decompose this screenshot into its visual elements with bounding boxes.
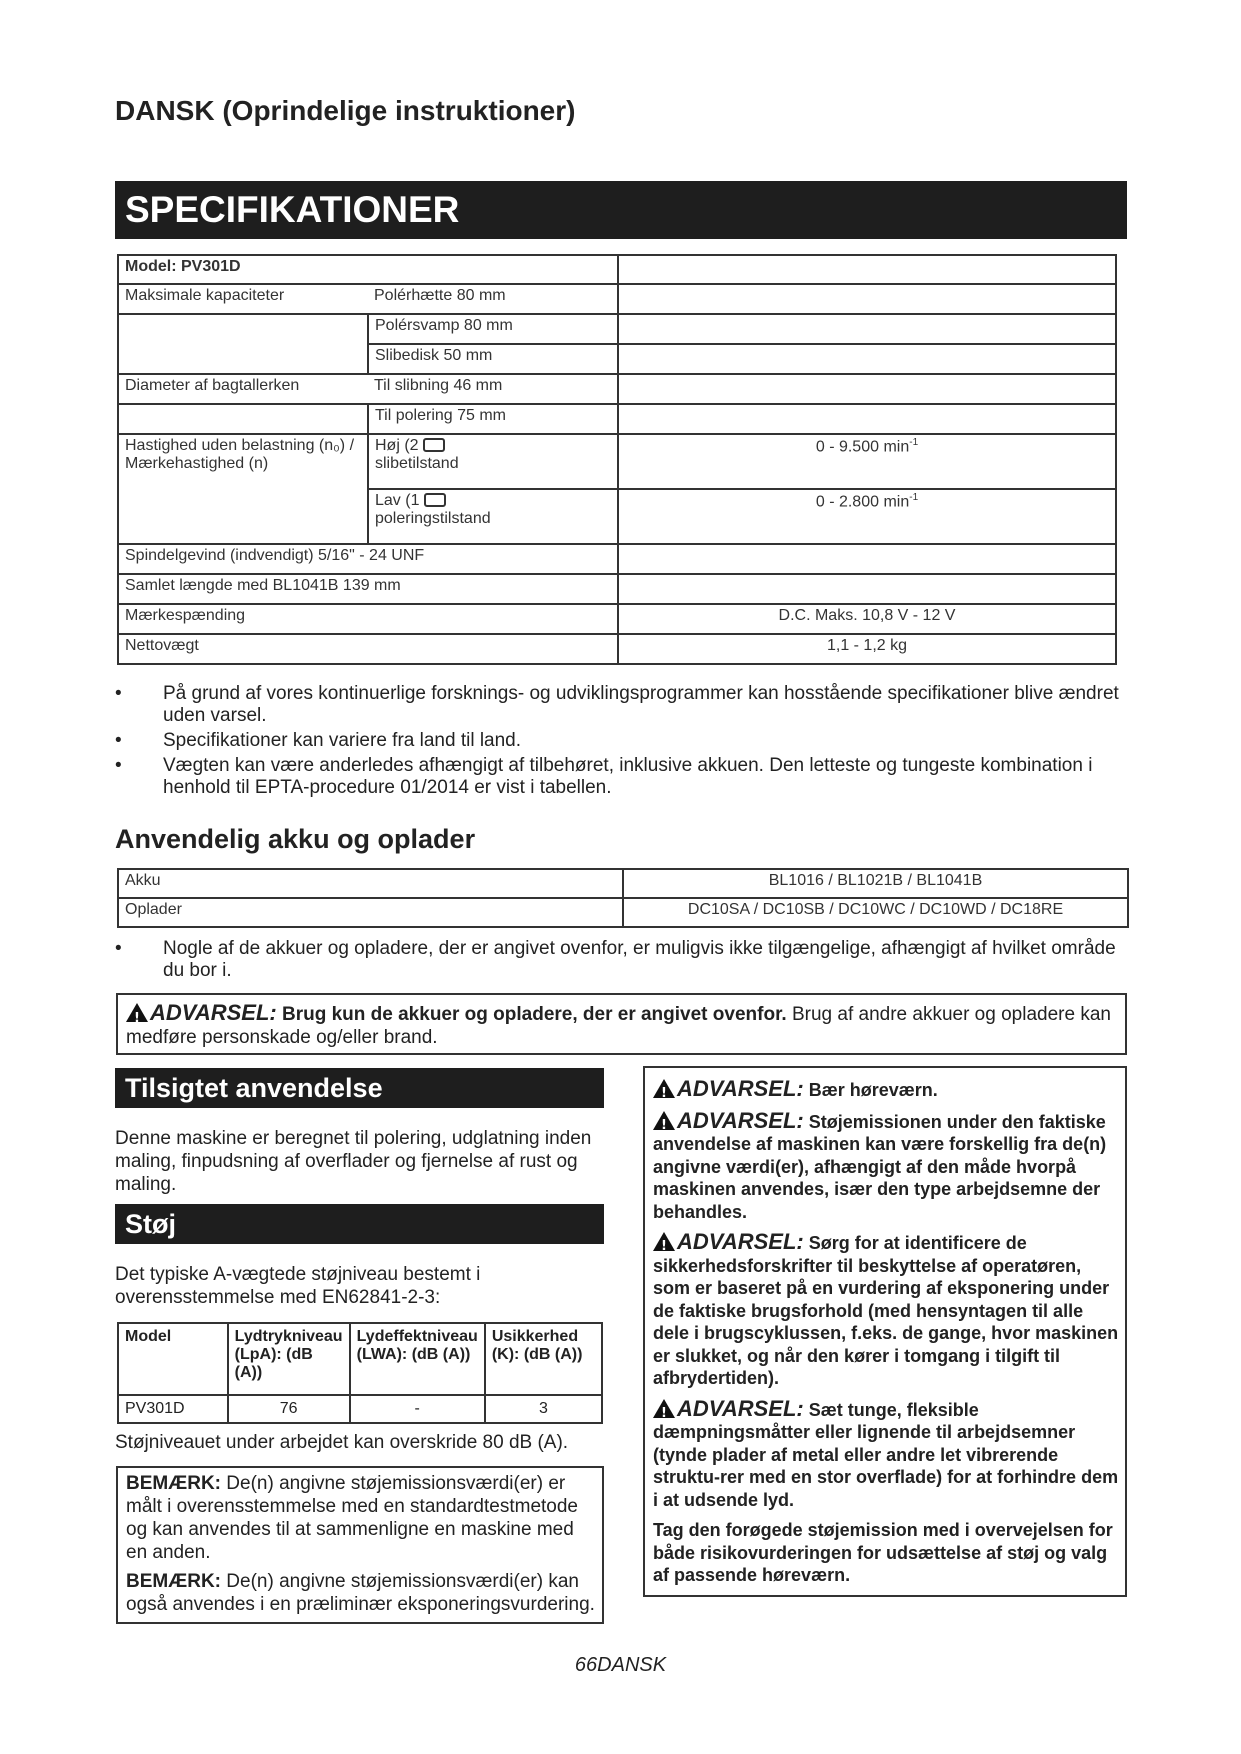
spec-notes bbox=[115, 683, 1127, 802]
warning-rest: Brug af andre akkuer og opladere kan medføre personskade og/eller brand. bbox=[126, 1004, 1111, 1048]
warning-word: ADVARSEL: bbox=[677, 1076, 804, 1101]
spec-high-label: Høj (2 bbox=[375, 437, 419, 454]
note-2 bbox=[126, 1570, 596, 1616]
warning-2 bbox=[653, 1107, 1119, 1224]
spec-cap-3: Slibedisk 50 mm bbox=[368, 344, 618, 374]
warning-4 bbox=[653, 1395, 1119, 1512]
noise-after: Støjniveauet under arbejdet kan overskride 80 dB (A). bbox=[115, 1432, 569, 1453]
warning-icon bbox=[653, 1079, 675, 1098]
noise-row-lwa: - bbox=[350, 1395, 485, 1423]
noise-col-lpa: Lydtrykniveau (LpA): (dB (A)) bbox=[228, 1323, 350, 1395]
spec-low-value-cell bbox=[618, 489, 1116, 544]
spec-high-sub: slibetilstand bbox=[375, 455, 459, 472]
spec-weight-label: Nettovægt bbox=[118, 634, 618, 664]
warning-icon bbox=[126, 1003, 148, 1022]
note-2-text: De(n) angivne støjemissionsværdi(er) kan også anvendes i en præliminær eksponeringsvurdering. bbox=[126, 1571, 595, 1615]
spec-cap-2: Polérsvamp 80 mm bbox=[368, 314, 618, 344]
charger-value: DC10SA / DC10SB / DC10WC / DC10WD / DC18RE bbox=[623, 898, 1128, 927]
page-footer: 66DANSK bbox=[574, 1654, 667, 1676]
warning-closing: Tag den forøgede støjemission med i overvejelsen for både risikovurderingen for udsættelse af støj og valg af passende høreværn. bbox=[653, 1520, 1113, 1585]
spec-low-label: Lav (1 bbox=[375, 492, 420, 509]
noise-heading: Støj bbox=[115, 1204, 604, 1244]
warning-4-text: Sæt tunge, fleksible dæmpningsmåtter eller lignende til arbejdsemner (tynde plader af metal eller andre let vibrerende struktu-rer med en stor overflade) for at forhindre dem i at udsende lyd. bbox=[653, 1399, 1119, 1510]
note-1 bbox=[126, 1472, 596, 1564]
note-label: BEMÆRK: bbox=[126, 1571, 221, 1592]
spec-voltage-value: D.C. Maks. 10,8 V - 12 V bbox=[618, 604, 1116, 634]
spec-diam-label: Diameter af bagtallerken bbox=[118, 374, 368, 404]
spec-low-value: 0 - 2.800 min bbox=[815, 493, 910, 511]
spec-thread: Spindelgevind (indvendigt) 5/16" - 24 UNF bbox=[118, 544, 618, 574]
warning-word: ADVARSEL: bbox=[677, 1395, 804, 1421]
spec-cap-1: Polérhætte 80 mm bbox=[368, 284, 618, 314]
spec-high bbox=[368, 434, 618, 489]
spec-voltage-label: Mærkespænding bbox=[118, 604, 618, 634]
warning-icon bbox=[653, 1232, 675, 1251]
warning-bold: Brug kun de akkuer og opladere, der er angivet ovenfor. bbox=[282, 1004, 787, 1025]
spec-speed-label: Hastighed uden belastning (n₀) / Mærkehastighed (n) bbox=[118, 434, 368, 544]
warning-word: ADVARSEL: bbox=[677, 1229, 804, 1254]
battery-heading: Anvendelig akku og oplader bbox=[115, 824, 476, 854]
spec-weight-value: 1,1 - 1,2 kg bbox=[618, 634, 1116, 664]
warning-icon bbox=[653, 1111, 675, 1130]
spec-note: • På grund af vores kontinuerlige forsknings- og udviklingsprogrammer kan hosstående specifikationer blive ændret uden varsel. bbox=[115, 683, 1127, 727]
battery-note: • Nogle af de akkuer og opladere, der er angivet ovenfor, er muligvis ikke tilgængelige, afhængigt af hvilket område du bor i. bbox=[115, 938, 1127, 982]
warning-2-text: Støjemissionen under den faktiske anvendelse af maskinen kan være forskellig fra de(n) angivne værdi(er), afhængigt af den måde hvorpå maskinen anvendes, især den type arbejdsemne der behandles. bbox=[653, 1111, 1107, 1222]
grinding-mode-icon bbox=[423, 438, 445, 452]
battery-notes bbox=[115, 938, 1127, 985]
warning-word: ADVARSEL: bbox=[677, 1107, 804, 1133]
warning-1 bbox=[653, 1078, 1119, 1102]
spec-banner: SPECIFIKATIONER bbox=[115, 181, 1127, 239]
spec-cap-label: Maksimale kapaciteter bbox=[118, 284, 368, 314]
akku-label: Akku bbox=[118, 869, 623, 898]
noise-table bbox=[117, 1322, 603, 1424]
noise-row-model: PV301D bbox=[118, 1395, 228, 1423]
language-title: DANSK (Oprindelige instruktioner) bbox=[115, 95, 576, 126]
spec-model: Model: PV301D bbox=[118, 255, 618, 284]
spec-diam-2: Til polering 75 mm bbox=[368, 404, 618, 434]
noise-col-k: Usikkerhed (K): (dB (A)) bbox=[485, 1323, 602, 1395]
note-label: BEMÆRK: bbox=[126, 1473, 221, 1494]
spec-high-value: 0 - 9.500 min bbox=[815, 438, 910, 456]
noise-intro: Det typiske A-vægtede støjniveau bestemt i overensstemmelse med EN62841-2-3: bbox=[115, 1264, 481, 1308]
charger-label: Oplader bbox=[118, 898, 623, 927]
spec-high-value-cell bbox=[618, 434, 1116, 489]
unit-superscript: -1 bbox=[909, 437, 919, 448]
spec-length: Samlet længde med BL1041B 139 mm bbox=[118, 574, 618, 604]
intended-heading: Tilsigtet anvendelse bbox=[115, 1068, 604, 1108]
intended-text: Denne maskine er beregnet til polering, udglatning inden maling, finpudsning af overflader og fjernelse af rust og maling. bbox=[115, 1128, 592, 1195]
warning-3-text: Sørg for at identificere de sikkerhedsforskrifter til beskyttelse af operatøren, som er baseret på en vurdering af eksponering under de faktiske brugsforhold (med hensyntagen til alle dele i brugscyklussen, f.eks. de gange, hvor maskinen er slukket, og når den kører i tomgang i tilgift til afbrydertiden). bbox=[653, 1233, 1119, 1388]
polishing-mode-icon bbox=[424, 493, 446, 507]
warning-icon bbox=[653, 1399, 675, 1418]
spec-low bbox=[368, 489, 618, 544]
akku-value: BL1016 / BL1021B / BL1041B bbox=[623, 869, 1128, 898]
noise-row-lpa: 76 bbox=[228, 1395, 350, 1423]
noise-warnings bbox=[643, 1066, 1127, 1597]
spec-note: • Vægten kan være anderledes afhængigt af tilbehøret, inklusive akkuen. Den letteste og tungeste kombination i henhold til EPTA-procedure 01/2014 er vist i tabellen. bbox=[115, 755, 1127, 799]
noise-notes bbox=[116, 1466, 604, 1624]
warning-word: ADVARSEL: bbox=[150, 1000, 277, 1025]
battery-table bbox=[117, 868, 1129, 928]
spec-note: • Specifikationer kan variere fra land til land. bbox=[115, 730, 1127, 752]
spec-diam-1: Til slibning 46 mm bbox=[368, 374, 618, 404]
warning-main bbox=[116, 993, 1127, 1055]
note-1-text: De(n) angivne støjemissionsværdi(er) er målt i overensstemmelse med en standardtestmetode og kan anvendes til at sammenligne en maskine med en anden. bbox=[126, 1473, 578, 1563]
warning-3 bbox=[653, 1231, 1119, 1390]
spec-table bbox=[117, 254, 1117, 665]
noise-col-model: Model bbox=[118, 1323, 228, 1395]
noise-col-lwa: Lydeffektniveau (LWA): (dB (A)) bbox=[350, 1323, 485, 1395]
warning-1-text: Bær høreværn. bbox=[808, 1080, 938, 1100]
unit-superscript: -1 bbox=[909, 492, 919, 503]
noise-row-k: 3 bbox=[485, 1395, 602, 1423]
spec-low-sub: poleringstilstand bbox=[375, 510, 491, 527]
